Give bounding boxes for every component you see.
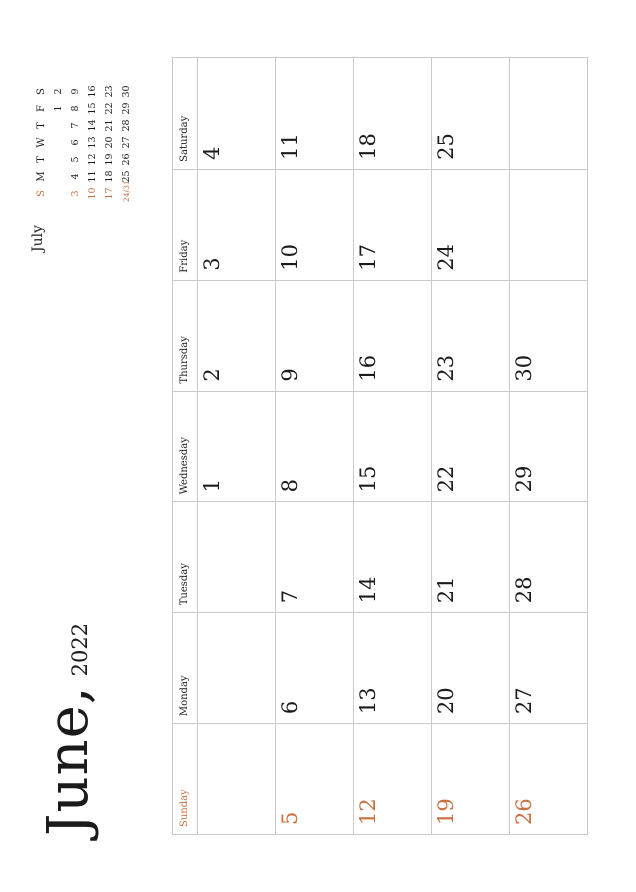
mini-day: 30: [121, 85, 132, 98]
day-number: 21: [434, 576, 458, 604]
mini-day: 10: [87, 187, 98, 200]
day-cell: [276, 58, 353, 169]
day-number: 11: [278, 133, 302, 160]
day-cell: [354, 612, 431, 723]
day-cell: [198, 612, 275, 723]
day-cell: [198, 391, 275, 502]
day-cell: [198, 501, 275, 612]
mini-day: 18: [104, 170, 115, 183]
month-calendar-grid: [172, 57, 588, 835]
day-number: 23: [434, 354, 458, 382]
day-number: 7: [278, 589, 302, 604]
day-number: 15: [356, 465, 380, 493]
weekday-label: Tuesday: [173, 501, 197, 612]
day-cell: [354, 391, 431, 502]
mini-day: 17: [104, 187, 115, 200]
mini-weekday: T: [36, 156, 47, 163]
day-number: 12: [356, 798, 380, 825]
mini-day: 8: [70, 105, 81, 112]
day-number: 22: [434, 465, 458, 493]
day-cell: [510, 391, 587, 502]
title-month: June,: [36, 685, 101, 836]
day-number: 30: [512, 354, 536, 382]
mini-day: 22: [104, 102, 115, 115]
mini-weekday: W: [36, 137, 47, 148]
day-number: 25: [434, 133, 458, 160]
day-number: 5: [278, 811, 302, 825]
mini-day: 6: [70, 139, 81, 146]
day-number: 26: [512, 798, 536, 825]
day-cell: [510, 723, 587, 834]
day-cell: [510, 169, 587, 280]
mini-day: 12: [87, 153, 98, 166]
day-cell: [354, 723, 431, 834]
day-cell: [354, 280, 431, 391]
weekday-label: Saturday: [179, 115, 190, 162]
weekday-label: Friday: [173, 169, 197, 280]
day-cell: [276, 169, 353, 280]
mini-day: 7: [70, 122, 81, 129]
day-cell: [432, 612, 509, 723]
day-cell: [354, 501, 431, 612]
mini-calendar-month: July: [30, 224, 46, 252]
day-cell: [276, 612, 353, 723]
mini-day: 26: [121, 153, 132, 166]
mini-day: 25: [121, 170, 132, 183]
mini-weekday: M: [36, 171, 47, 182]
mini-day: 2: [53, 88, 64, 95]
day-number: 6: [278, 700, 302, 715]
mini-weekday: T: [36, 122, 47, 129]
day-number: 16: [356, 354, 380, 382]
mini-day: 19: [104, 153, 115, 166]
day-cell: [276, 391, 353, 502]
day-number: 3: [200, 257, 224, 271]
day-number: 1: [200, 479, 224, 493]
mini-day: 9: [70, 88, 81, 95]
mini-calendar-header: [33, 83, 50, 202]
mini-week: [118, 83, 135, 202]
day-number: 8: [278, 479, 302, 493]
mini-day: 21: [104, 119, 115, 132]
day-cell: [354, 58, 431, 169]
mini-day: 15: [87, 102, 98, 115]
day-number: 20: [434, 687, 458, 715]
mini-weekday: S: [36, 88, 47, 95]
week-row: [354, 57, 432, 835]
day-number: 28: [512, 576, 536, 604]
mini-day: 27: [121, 136, 132, 149]
day-cell: [198, 58, 275, 169]
day-cell: [354, 169, 431, 280]
page-title: [36, 623, 101, 836]
mini-weekday: S: [36, 190, 47, 197]
day-cell: [432, 169, 509, 280]
mini-day: 13: [87, 136, 98, 149]
mini-day: 16: [87, 85, 98, 98]
mini-day: 20: [104, 136, 115, 149]
mini-weekday: F: [36, 105, 47, 112]
day-cell: [198, 280, 275, 391]
day-number: 10: [278, 243, 302, 271]
day-cell: [432, 58, 509, 169]
mini-day: 4: [70, 173, 81, 180]
day-number: 13: [356, 687, 380, 715]
mini-week: [50, 83, 67, 202]
day-number: 24: [434, 243, 458, 271]
day-number: 2: [200, 368, 224, 382]
weekday-label: Monday: [173, 612, 197, 723]
mini-day: 24/31: [122, 180, 131, 202]
mini-day: 5: [70, 156, 81, 163]
day-number: 9: [278, 368, 302, 382]
mini-day: 23: [104, 85, 115, 98]
week-row: [510, 57, 588, 835]
day-cell: [510, 612, 587, 723]
day-cell: [432, 391, 509, 502]
weekday-header: [172, 57, 197, 835]
week-row: [432, 57, 510, 835]
mini-calendar-grid: [33, 83, 135, 202]
day-cell: [510, 58, 587, 169]
mini-day: 3: [70, 190, 81, 197]
mini-week: [84, 83, 101, 202]
weekday-label: Sunday: [173, 723, 197, 834]
day-cell: [276, 723, 353, 834]
mini-week: [67, 83, 84, 202]
weekday-label: Wednesday: [173, 391, 197, 502]
day-cell: [510, 501, 587, 612]
day-cell: [198, 723, 275, 834]
day-number: 27: [512, 687, 536, 715]
mini-day: 28: [121, 119, 132, 132]
day-number: 29: [512, 465, 536, 493]
week-row: [197, 57, 276, 835]
mini-day: 29: [121, 102, 132, 115]
day-cell: [276, 501, 353, 612]
weekday-label: Thursday: [173, 280, 197, 391]
day-cell: [432, 723, 509, 834]
day-number: 19: [434, 798, 458, 825]
week-row: [276, 57, 354, 835]
mini-day: 11: [87, 170, 98, 183]
mini-day: 1: [53, 105, 64, 112]
day-cell: [432, 501, 509, 612]
mini-day: 14: [87, 119, 98, 132]
day-number: 17: [356, 243, 380, 271]
day-number: 14: [356, 576, 380, 604]
day-cell: [432, 280, 509, 391]
day-number: 4: [200, 146, 224, 160]
day-cell: [510, 280, 587, 391]
mini-week: [101, 83, 118, 202]
day-cell: [198, 169, 275, 280]
day-cell: [276, 280, 353, 391]
title-year: 2022: [68, 622, 92, 677]
day-number: 18: [356, 133, 380, 160]
